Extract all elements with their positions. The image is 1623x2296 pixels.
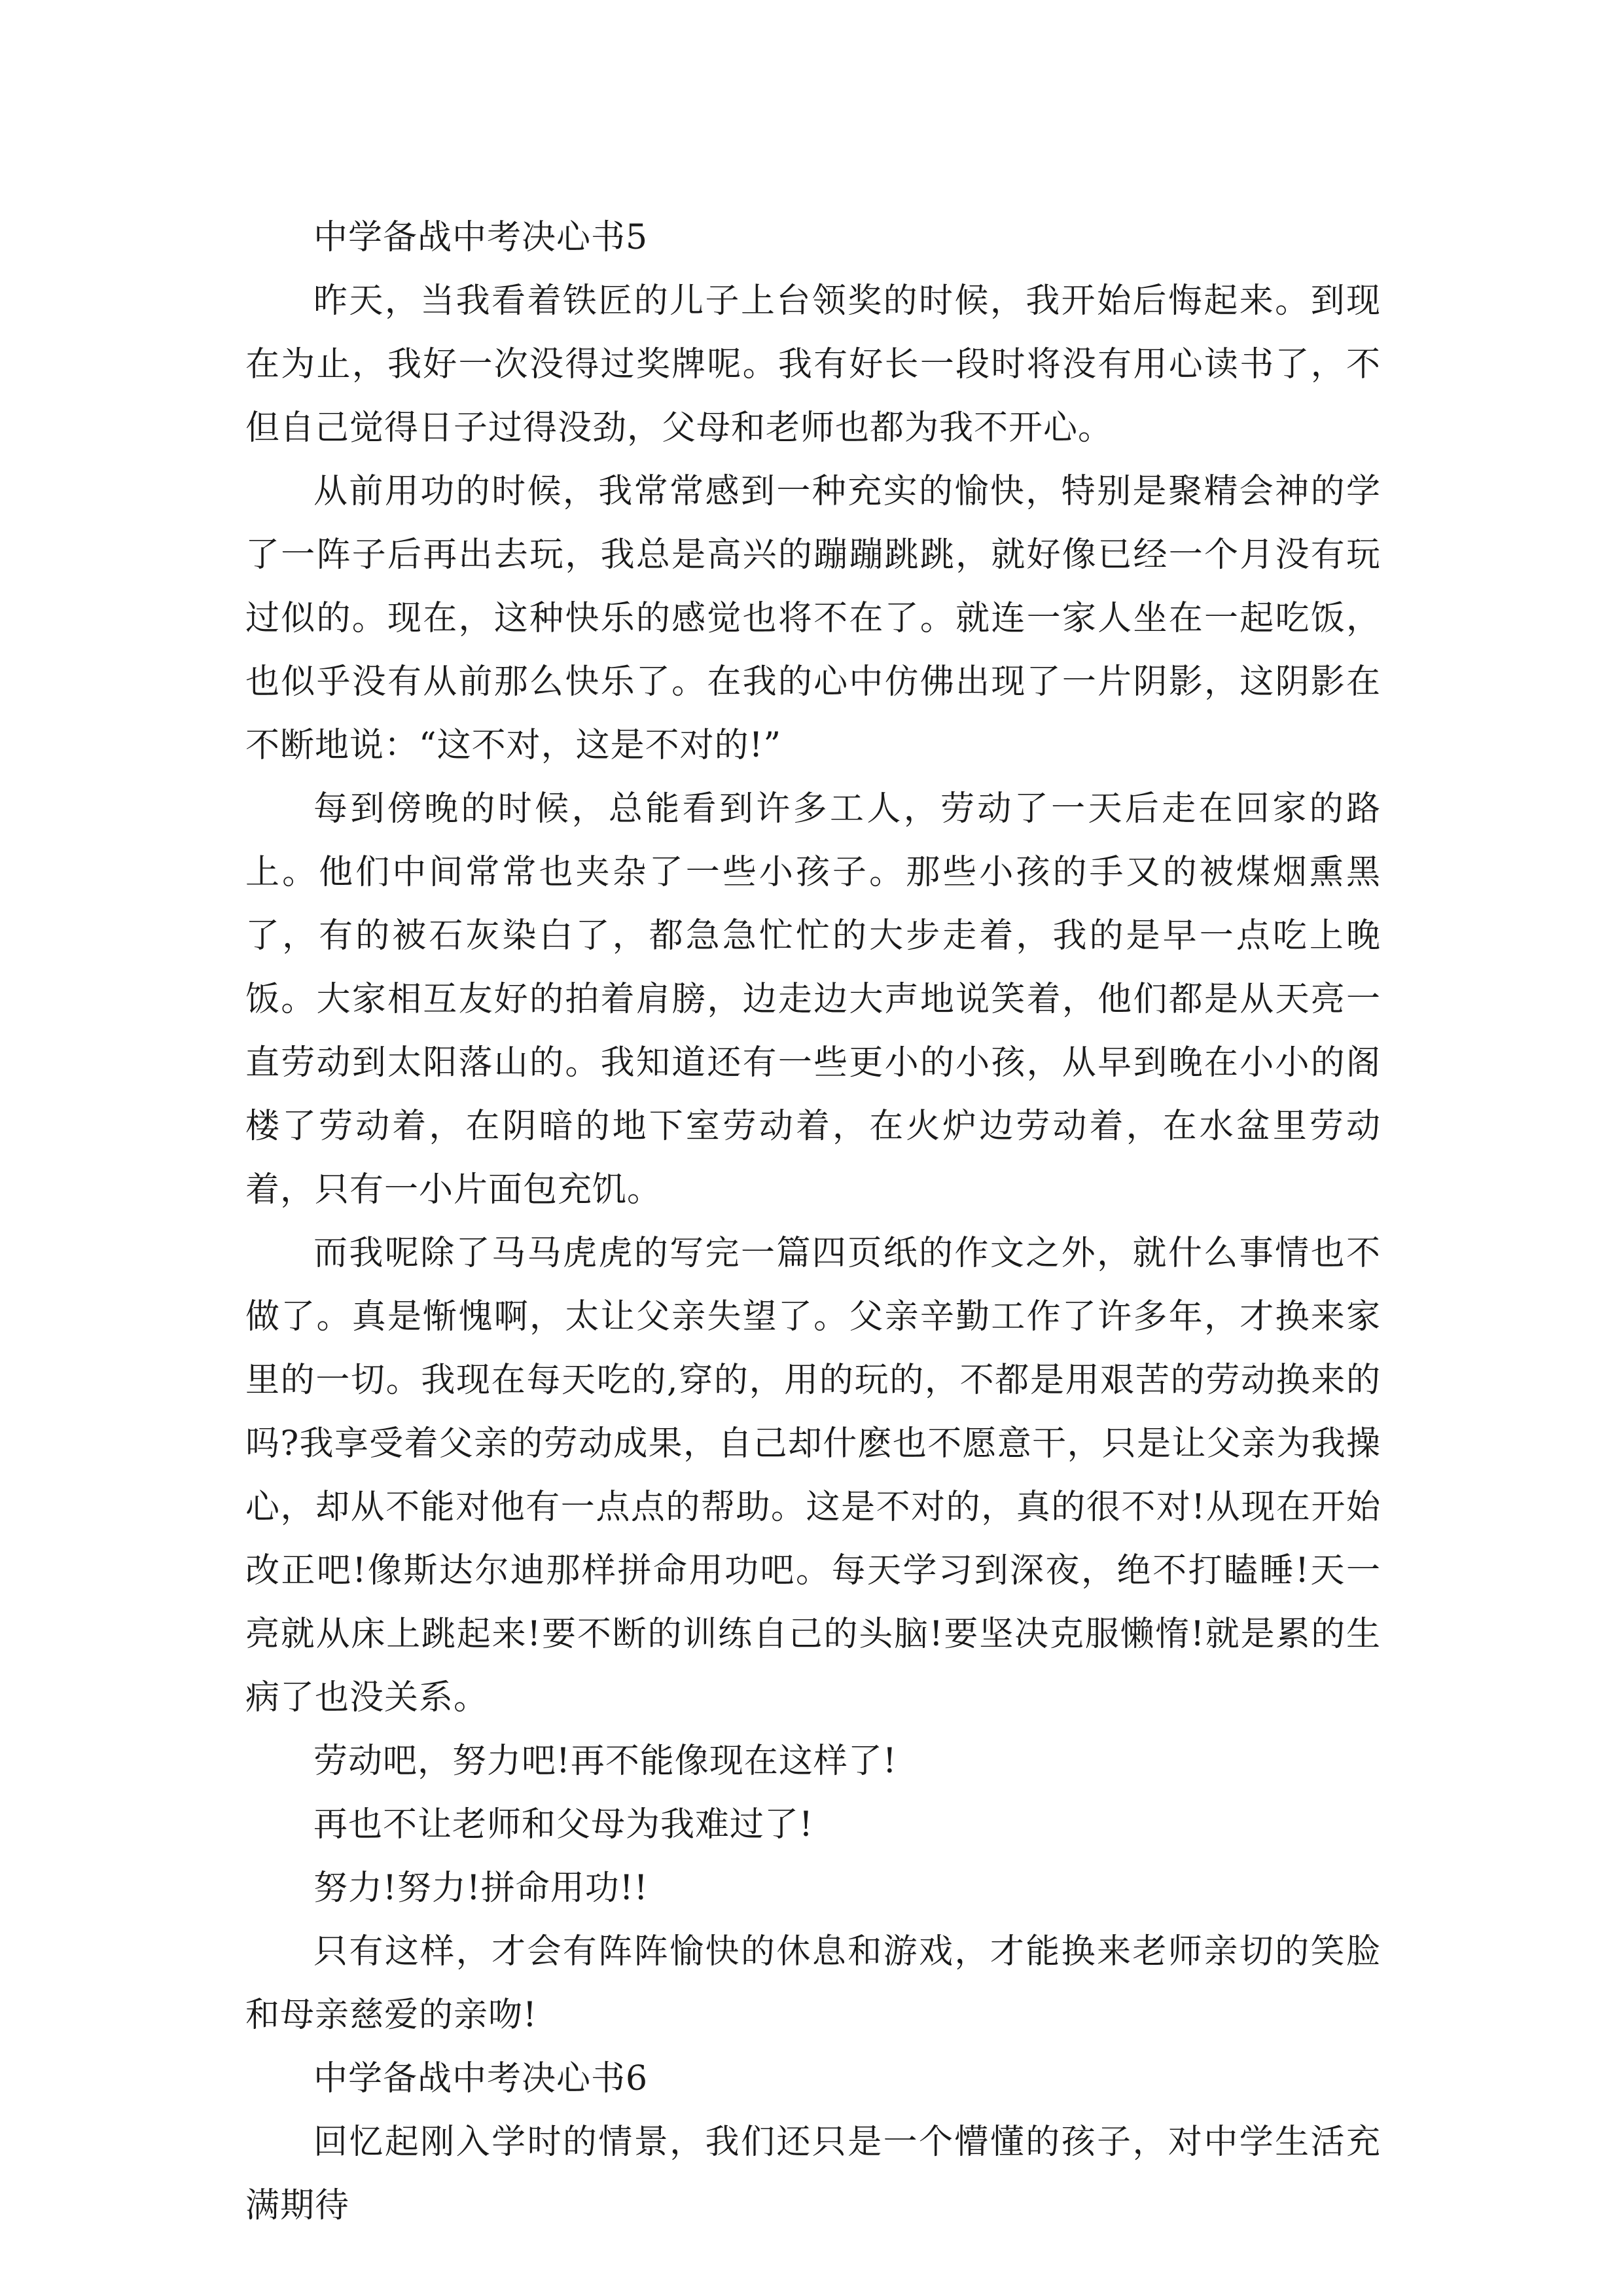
paragraph: 昨天，当我看着铁匠的儿子上台领奖的时候，我开始后悔起来。到现在为止，我好一次没得过奖牌呢。我有好长一段时将没有用心读书了，不但自己觉得日子过得没劲，父母和老师也都为我不开心。: [245, 281, 1381, 448]
paragraph: 每到傍晚的时候，总能看到许多工人，劳动了一天后走在回家的路上。他们中间常常也夹杂了一些小孩子。那些小孩的手又的被煤烟熏黑了，有的被石灰染白了，都急急忙忙的大步走着，我的是早一点吃上晚饭。大家相互友好的拍着肩膀，边走边大声地说笑着，他们都是从天亮一直劳动到太阳落山的。我知道还有一些更小的小孩，从早到晚在小小的阁楼了劳动着，在阴暗的地下室劳动着，在火炉边劳动着，在水盆里劳动着，只有一小片面包充饥。: [245, 789, 1381, 1210]
document-body: [245, 206, 1381, 2238]
paragraph: 而我呢除了马马虎虎的写完一篇四页纸的作文之外，就什么事情也不做了。真是惭愧啊，太让父亲失望了。父亲辛勤工作了许多年，才换来家里的一切。我现在每天吃的,穿的，用的玩的，不都是用艰苦的劳动换来的吗?我享受着父亲的劳动成果，自己却什麽也不愿意干，只是让父亲为我操心，却从不能对他有一点点的帮助。这是不对的，真的很不对!从现在开始改正吧!像斯达尔迪那样拼命用功吧。每天学习到深夜，绝不打瞌睡!天一亮就从床上跳起来!要不断的训练自己的头脑!要坚决克服懒惰!就是累的生病了也没关系。: [245, 1234, 1381, 1717]
paragraph: 从前用功的时候，我常常感到一种充实的愉快，特别是聚精会神的学了一阵子后再出去玩，我总是高兴的蹦蹦跳跳，就好像已经一个月没有玩过似的。现在，这种快乐的感觉也将不在了。就连一家人坐在一起吃饭，也似乎没有从前那么快乐了。在我的心中仿佛出现了一片阴影，这阴影在不断地说：“这不对，这是不对的!”: [245, 472, 1381, 765]
paragraph: 只有这样，才会有阵阵愉快的休息和游戏，才能换来老师亲切的笑脸和母亲慈爱的亲吻!: [245, 1932, 1381, 2035]
paragraph: 再也不让老师和父母为我难过了!: [313, 1805, 813, 1844]
section-heading: 中学备战中考决心书6: [313, 2059, 649, 2098]
paragraph: 劳动吧，努力吧!再不能像现在这样了!: [313, 1742, 897, 1781]
section-heading: 中学备战中考决心书5: [313, 218, 649, 257]
paragraph: 努力!努力!拼命用功!!: [313, 1869, 649, 1908]
paragraph: 回忆起刚入学时的情景，我们还只是一个懵懂的孩子，对中学生活充满期待: [245, 2123, 1381, 2225]
